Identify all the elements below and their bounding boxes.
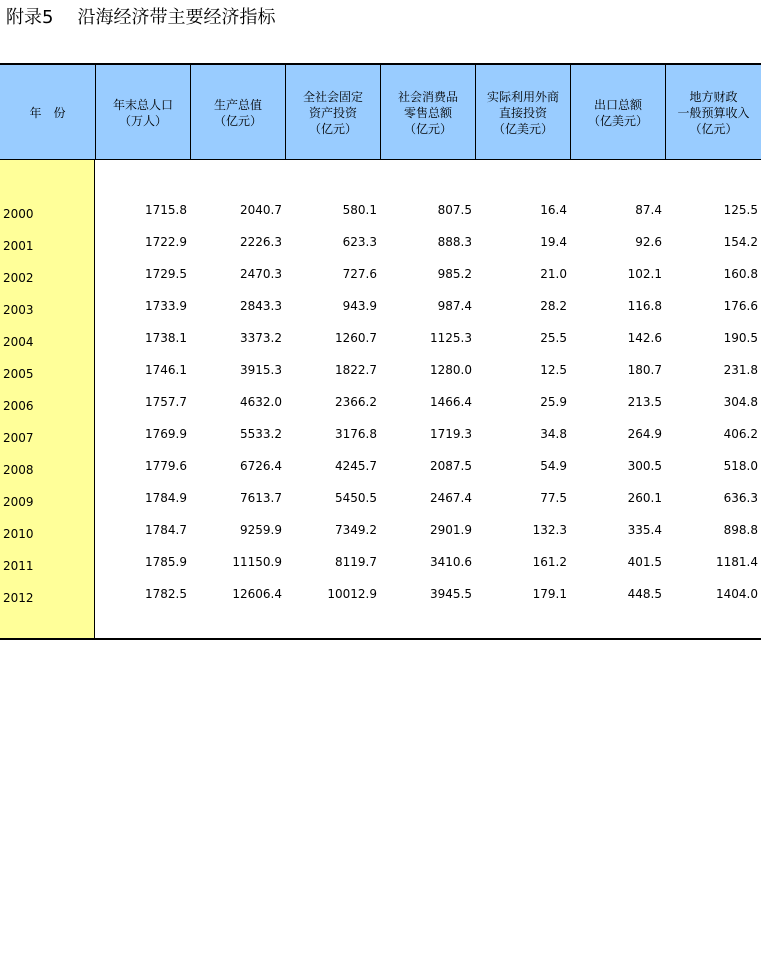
cell-gdp: 3915.3 <box>240 363 282 377</box>
cell-population: 1733.9 <box>145 299 187 313</box>
cell-fdi: 21.0 <box>540 267 567 281</box>
cell-population: 1784.7 <box>145 523 187 537</box>
cell-year: 2009 <box>3 495 34 509</box>
cell-fiscal-revenue: 636.3 <box>723 491 758 505</box>
cell-fiscal-revenue: 176.6 <box>723 299 758 313</box>
cell-fixed-asset-investment: 623.3 <box>342 235 377 249</box>
table-row <box>0 520 761 552</box>
cell-gdp: 2470.3 <box>240 267 282 281</box>
cell-fdi: 12.5 <box>540 363 567 377</box>
cell-retail-sales: 807.5 <box>437 203 472 217</box>
cell-fixed-asset-investment: 580.1 <box>342 203 377 217</box>
cell-fiscal-revenue: 160.8 <box>723 267 758 281</box>
cell-fdi: 25.5 <box>540 331 567 345</box>
header-fixed-asset-investment: 全社会固定 资产投资 （亿元） <box>285 65 380 160</box>
cell-retail-sales: 2901.9 <box>430 523 472 537</box>
cell-retail-sales: 2087.5 <box>430 459 472 473</box>
cell-retail-sales: 1466.4 <box>430 395 472 409</box>
cell-exports: 448.5 <box>627 587 662 601</box>
cell-fdi: 179.1 <box>532 587 567 601</box>
cell-gdp: 2226.3 <box>240 235 282 249</box>
cell-year: 2001 <box>3 239 34 253</box>
cell-fiscal-revenue: 190.5 <box>723 331 758 345</box>
title-text: 沿海经济带主要经济指标 <box>77 7 276 28</box>
cell-fdi: 19.4 <box>540 235 567 249</box>
table-row <box>0 264 761 296</box>
cell-fiscal-revenue: 125.5 <box>723 203 758 217</box>
cell-exports: 116.8 <box>627 299 662 313</box>
cell-population: 1722.9 <box>145 235 187 249</box>
cell-year: 2002 <box>3 271 34 285</box>
header-retail-sales: 社会消费品 零售总额 （亿元） <box>380 65 475 160</box>
cell-fiscal-revenue: 518.0 <box>723 459 758 473</box>
cell-population: 1746.1 <box>145 363 187 377</box>
cell-fixed-asset-investment: 7349.2 <box>335 523 377 537</box>
cell-fiscal-revenue: 1181.4 <box>716 555 758 569</box>
header-gdp: 生产总值 （亿元） <box>190 65 285 160</box>
cell-retail-sales: 985.2 <box>437 267 472 281</box>
cell-year: 2003 <box>3 303 34 317</box>
table-row <box>0 456 761 488</box>
cell-fdi: 161.2 <box>532 555 567 569</box>
cell-gdp: 2040.7 <box>240 203 282 217</box>
cell-retail-sales: 1719.3 <box>430 427 472 441</box>
cell-fiscal-revenue: 154.2 <box>723 235 758 249</box>
cell-exports: 92.6 <box>635 235 662 249</box>
cell-exports: 401.5 <box>627 555 662 569</box>
cell-fiscal-revenue: 1404.0 <box>716 587 758 601</box>
cell-population: 1738.1 <box>145 331 187 345</box>
cell-fdi: 132.3 <box>532 523 567 537</box>
cell-gdp: 5533.2 <box>240 427 282 441</box>
table-row <box>0 200 761 232</box>
table-header <box>0 63 761 160</box>
cell-year: 2007 <box>3 431 34 445</box>
cell-fdi: 34.8 <box>540 427 567 441</box>
cell-exports: 87.4 <box>635 203 662 217</box>
cell-gdp: 7613.7 <box>240 491 282 505</box>
header-exports: 出口总额 （亿美元） <box>570 65 665 160</box>
cell-year: 2005 <box>3 367 34 381</box>
cell-fixed-asset-investment: 3176.8 <box>335 427 377 441</box>
cell-population: 1757.7 <box>145 395 187 409</box>
table-row <box>0 328 761 360</box>
cell-fixed-asset-investment: 1822.7 <box>335 363 377 377</box>
cell-fixed-asset-investment: 1260.7 <box>335 331 377 345</box>
table-row <box>0 552 761 584</box>
cell-fdi: 54.9 <box>540 459 567 473</box>
cell-retail-sales: 1280.0 <box>430 363 472 377</box>
cell-year: 2011 <box>3 559 34 573</box>
header-fiscal-revenue: 地方财政 一般预算收入 （亿元） <box>665 65 761 160</box>
cell-population: 1785.9 <box>145 555 187 569</box>
cell-population: 1782.5 <box>145 587 187 601</box>
table-row <box>0 584 761 616</box>
table-row <box>0 232 761 264</box>
cell-fiscal-revenue: 406.2 <box>723 427 758 441</box>
cell-fixed-asset-investment: 8119.7 <box>335 555 377 569</box>
table-row <box>0 488 761 520</box>
cell-population: 1769.9 <box>145 427 187 441</box>
cell-year: 2000 <box>3 207 34 221</box>
cell-exports: 213.5 <box>627 395 662 409</box>
header-population: 年末总人口 （万人） <box>95 65 190 160</box>
cell-fixed-asset-investment: 4245.7 <box>335 459 377 473</box>
cell-fiscal-revenue: 231.8 <box>723 363 758 377</box>
cell-fixed-asset-investment: 943.9 <box>342 299 377 313</box>
cell-gdp: 3373.2 <box>240 331 282 345</box>
cell-fiscal-revenue: 304.8 <box>723 395 758 409</box>
table-body <box>0 160 761 640</box>
cell-retail-sales: 987.4 <box>437 299 472 313</box>
cell-year: 2012 <box>3 591 34 605</box>
cell-fdi: 28.2 <box>540 299 567 313</box>
cell-fiscal-revenue: 898.8 <box>723 523 758 537</box>
appendix-number: 附录5 <box>6 7 54 28</box>
cell-fixed-asset-investment: 5450.5 <box>335 491 377 505</box>
cell-exports: 180.7 <box>627 363 662 377</box>
cell-fixed-asset-investment: 2366.2 <box>335 395 377 409</box>
cell-population: 1715.8 <box>145 203 187 217</box>
table-row <box>0 392 761 424</box>
cell-population: 1729.5 <box>145 267 187 281</box>
cell-fdi: 77.5 <box>540 491 567 505</box>
cell-exports: 300.5 <box>627 459 662 473</box>
cell-exports: 102.1 <box>627 267 662 281</box>
cell-exports: 260.1 <box>627 491 662 505</box>
table-row <box>0 296 761 328</box>
cell-gdp: 11150.9 <box>232 555 282 569</box>
cell-fdi: 16.4 <box>540 203 567 217</box>
cell-retail-sales: 1125.3 <box>430 331 472 345</box>
cell-fixed-asset-investment: 10012.9 <box>327 587 377 601</box>
cell-gdp: 6726.4 <box>240 459 282 473</box>
cell-retail-sales: 2467.4 <box>430 491 472 505</box>
cell-year: 2010 <box>3 527 34 541</box>
cell-fixed-asset-investment: 727.6 <box>342 267 377 281</box>
cell-year: 2008 <box>3 463 34 477</box>
table-row <box>0 360 761 392</box>
cell-gdp: 4632.0 <box>240 395 282 409</box>
cell-population: 1784.9 <box>145 491 187 505</box>
header-year: 年 份 <box>29 105 66 120</box>
page-title <box>6 6 275 30</box>
cell-exports: 142.6 <box>627 331 662 345</box>
cell-retail-sales: 3410.6 <box>430 555 472 569</box>
cell-retail-sales: 3945.5 <box>430 587 472 601</box>
cell-year: 2004 <box>3 335 34 349</box>
cell-fdi: 25.9 <box>540 395 567 409</box>
cell-exports: 335.4 <box>627 523 662 537</box>
cell-gdp: 2843.3 <box>240 299 282 313</box>
cell-gdp: 9259.9 <box>240 523 282 537</box>
table-row <box>0 424 761 456</box>
cell-population: 1779.6 <box>145 459 187 473</box>
cell-year: 2006 <box>3 399 34 413</box>
cell-retail-sales: 888.3 <box>437 235 472 249</box>
cell-gdp: 12606.4 <box>232 587 282 601</box>
cell-exports: 264.9 <box>627 427 662 441</box>
header-fdi: 实际利用外商 直接投资 （亿美元） <box>475 65 570 160</box>
